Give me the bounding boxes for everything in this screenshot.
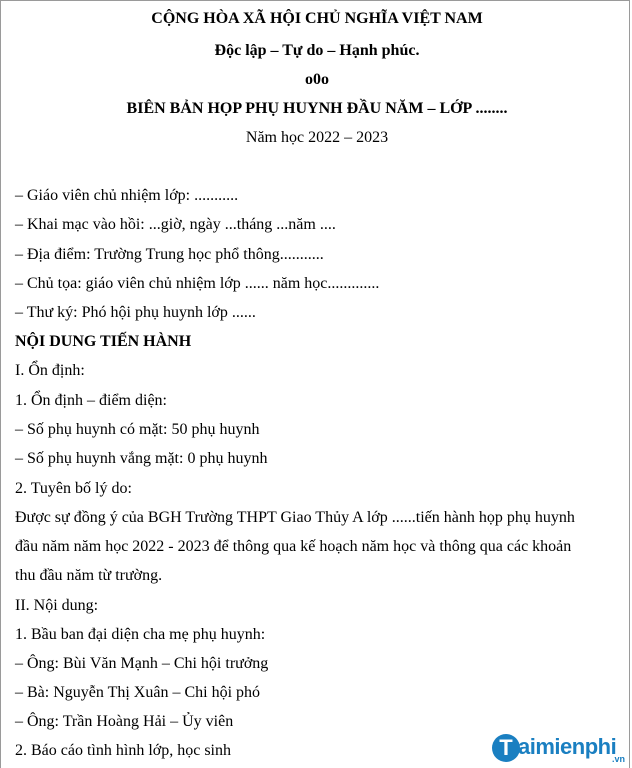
body-line: 1. Bầu ban đại diện cha mẹ phụ huynh: [15,626,266,643]
country-heading: CỘNG HÒA XÃ HỘI CHỦ NGHĨA VIỆT NAM [151,10,483,27]
body-line: I. Ổn định: [15,362,85,379]
logo-mark-icon: T [492,734,520,762]
section-heading: NỘI DUNG TIẾN HÀNH [15,333,192,350]
body-line: – Số phụ huynh vắng mặt: 0 phụ huynh [15,450,268,467]
school-year: Năm học 2022 – 2023 [245,129,389,146]
body-line: 2. Tuyên bố lý do: [15,480,132,497]
body-line: – Bà: Nguyễn Thị Xuân – Chi hội phó [15,684,261,701]
intro-line: – Giáo viên chủ nhiệm lớp: ........... [15,187,239,204]
intro-line: – Khai mạc vào hồi: ...giờ, ngày ...tháng ...năm .... [15,216,336,233]
body-line: 2. Báo cáo tình hình lớp, học sinh [15,742,231,759]
intro-line: – Thư ký: Phó hội phụ huynh lớp ...... [15,304,256,321]
body-line: – Ông: Trần Hoàng Hải – Ủy viên [15,713,234,730]
body-line: đầu năm năm học 2022 - 2023 để thông qua kế hoạch năm học và thông qua các khoản [15,538,572,555]
logo-wordmark: aimienphi [518,734,617,759]
motto: Độc lập – Tự do – Hạnh phúc. [214,42,420,59]
body-line: – Ông: Bùi Văn Mạnh – Chi hội trưởng [15,655,269,672]
intro-line: – Địa điểm: Trường Trung học phổ thông........... [15,246,324,263]
body-line: – Số phụ huynh có mặt: 50 phụ huynh [15,421,260,438]
body-line: 1. Ổn định – điểm diện: [15,392,167,409]
intro-line: – Chủ tọa: giáo viên chủ nhiệm lớp ...... năm học............. [15,275,380,292]
separator: o0o [305,71,329,88]
logo-domain: .vn [612,754,626,764]
body-line: II. Nội dung: [15,597,99,614]
body-line: Được sự đồng ý của BGH Trường THPT Giao Thủy A lớp ......tiến hành họp phụ huynh [15,509,575,526]
body-line: thu đầu năm từ trường. [15,567,163,584]
document-title: BIÊN BẢN HỌP PHỤ HUYNH ĐẦU NĂM – LỚP ........ [126,100,508,117]
taimienphi-logo [492,732,632,766]
